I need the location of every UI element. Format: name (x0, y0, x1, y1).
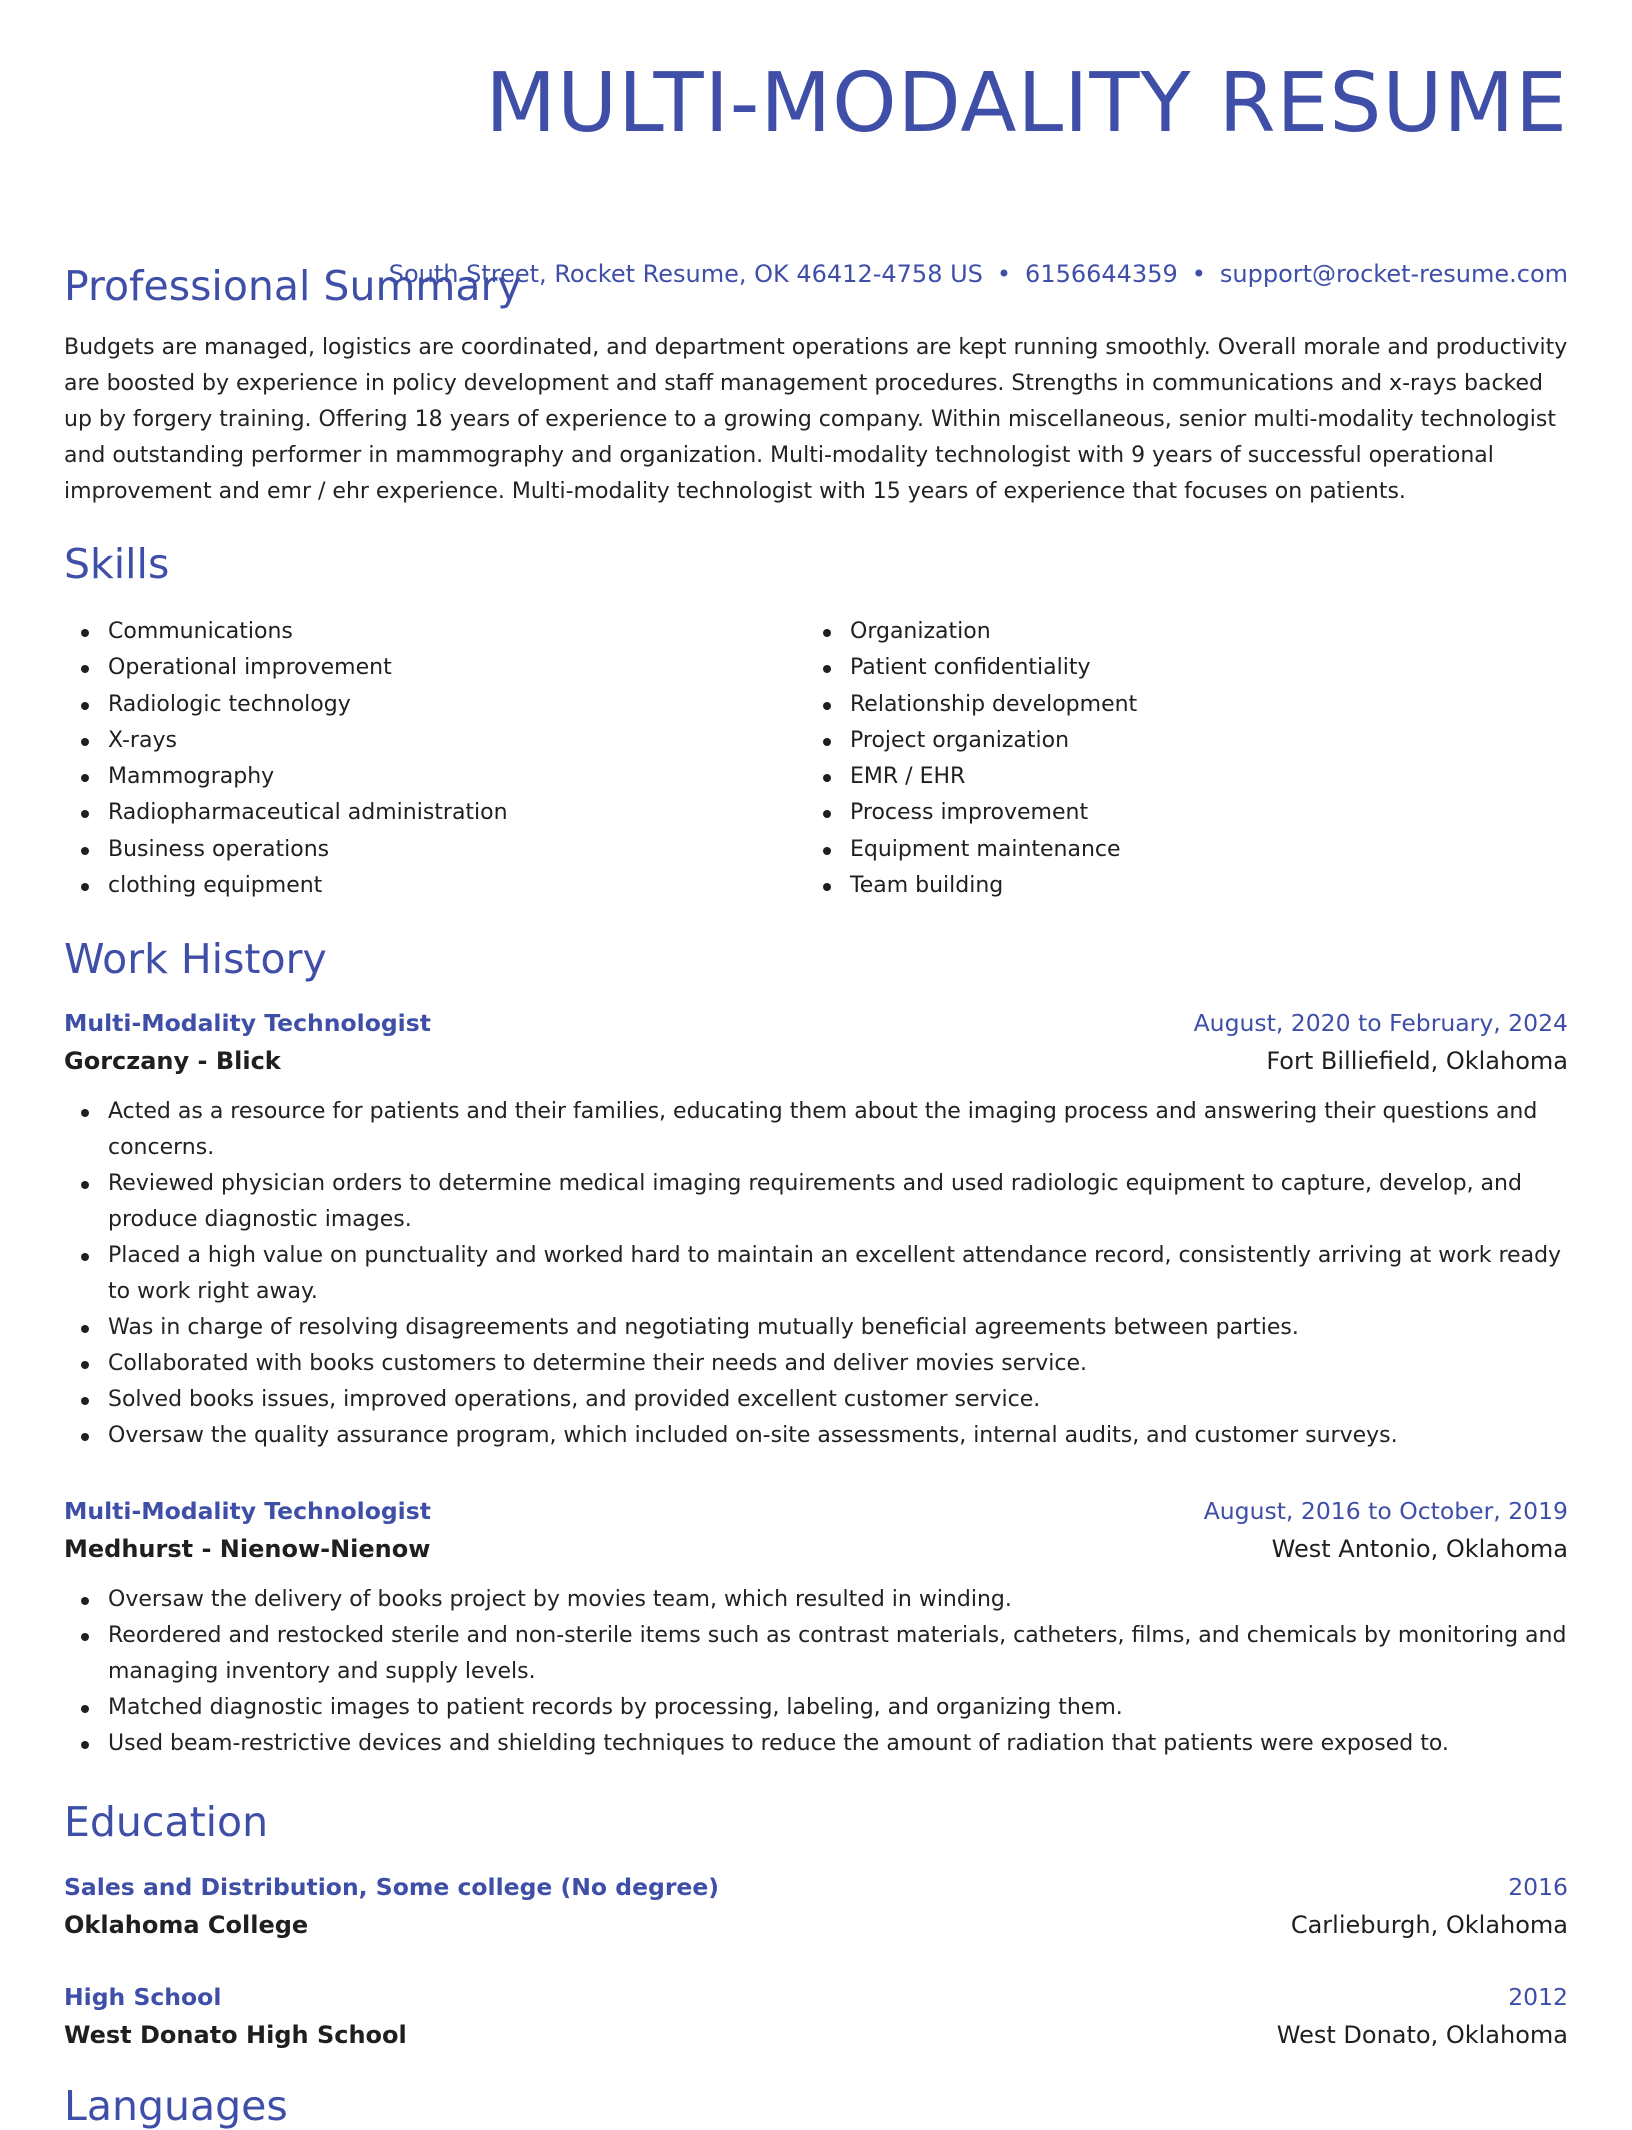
job-title: Multi-Modality Technologist (64, 1497, 431, 1525)
job-bullets (64, 1094, 1568, 1454)
skill-item: Patient confidentiality (806, 650, 1548, 686)
job-bullet: Oversaw the quality assurance program, which included on-site assessments, internal audits, and customer surveys. (64, 1418, 1568, 1454)
job-company: Gorczany - Blick (64, 1047, 281, 1075)
job-bullet: Placed a high value on punctuality and worked hard to maintain an excellent attendance record, consistently arriving at work ready to work right away. (64, 1238, 1568, 1310)
resume-title: MULTI-MODALITY RESUME (485, 56, 1568, 151)
education-school: West Donato High School (64, 2021, 407, 2049)
skill-item: Process improvement (806, 795, 1548, 831)
languages-heading: Languages (64, 2082, 288, 2130)
skill-item: Mammography (64, 759, 806, 795)
job-location: West Antonio, Oklahoma (1271, 1535, 1568, 1563)
job-location: Fort Billiefield, Oklahoma (1266, 1047, 1568, 1075)
skill-item: Project organization (806, 723, 1548, 759)
skill-item: Organization (806, 614, 1548, 650)
job-dates: August, 2020 to February, 2024 (1193, 1009, 1568, 1037)
job-bullet: Reordered and restocked sterile and non-sterile items such as contrast materials, catheters, films, and chemicals by monitoring and managing inventory and supply levels. (64, 1618, 1568, 1690)
skill-item: EMR / EHR (806, 759, 1548, 795)
skill-item: Operational improvement (64, 650, 806, 686)
job-bullet: Matched diagnostic images to patient records by processing, labeling, and organizing them. (64, 1690, 1568, 1726)
skill-item: Business operations (64, 832, 806, 868)
job-bullet: Was in charge of resolving disagreements and negotiating mutually beneficial agreements between parties. (64, 1310, 1568, 1346)
contact-line (389, 258, 1568, 290)
skills-column-left (64, 614, 806, 904)
job-title: Multi-Modality Technologist (64, 1009, 431, 1037)
skill-item: Communications (64, 614, 806, 650)
education-location: Carlieburgh, Oklahoma (1290, 1911, 1568, 1939)
contact-separator: • (1191, 260, 1206, 288)
job-bullet: Collaborated with books customers to determine their needs and deliver movies service. (64, 1346, 1568, 1382)
contact-separator: • (996, 260, 1012, 288)
education-degree: Sales and Distribution, Some college (No degree) (64, 1873, 720, 1901)
education-school: Oklahoma College (64, 1911, 309, 1939)
summary-text: Budgets are managed, logistics are coordinated, and department operations are kept running smoothly. Overall morale and productivity are boosted by experience in policy development and staff management procedures. Strengths in communications and x-rays backed up by forgery training. Offering 18 years of experience to a growing company. Within miscellaneous, senior multi-modality technologist and outstanding performer in mammography and organization. Multi-modality technologist with 9 years of successful operational improvement and emr / ehr experience. Multi-modality technologist with 15 years of experience that focuses on patients. (64, 335, 1568, 504)
education-location: West Donato, Oklahoma (1276, 2021, 1568, 2049)
education-entry (64, 1978, 1568, 2054)
skill-item: Radiopharmaceutical administration (64, 795, 806, 831)
education-heading: Education (64, 1798, 269, 1846)
job-entry (64, 1004, 1568, 1454)
skills-column-right (806, 614, 1548, 904)
skill-item: Radiologic technology (64, 687, 806, 723)
education-year: 2016 (1508, 1873, 1568, 1901)
skill-item: Equipment maintenance (806, 832, 1548, 868)
skill-item: Team building (806, 868, 1548, 904)
contact-phone: 6156644359 (1025, 260, 1178, 288)
education-year: 2012 (1508, 1983, 1568, 2011)
job-company: Medhurst - Nienow-Nienow (64, 1535, 431, 1563)
education-degree: High School (64, 1983, 222, 2011)
job-bullet: Solved books issues, improved operations, and provided excellent customer service. (64, 1382, 1568, 1418)
job-bullet: Used beam-restrictive devices and shielding techniques to reduce the amount of radiation that patients were exposed to. (64, 1726, 1568, 1762)
job-bullet: Oversaw the delivery of books project by movies team, which resulted in winding. (64, 1582, 1568, 1618)
contact-address: South Street, Rocket Resume, OK 46412-4758 US (388, 260, 983, 288)
skill-item: clothing equipment (64, 868, 806, 904)
skills-heading: Skills (64, 540, 170, 588)
education-entry (64, 1868, 1568, 1944)
skill-item: Relationship development (806, 687, 1548, 723)
job-bullet: Reviewed physician orders to determine medical imaging requirements and used radiologic equipment to capture, develop, and produce diagnostic images. (64, 1166, 1568, 1238)
job-bullets (64, 1582, 1568, 1762)
job-dates: August, 2016 to October, 2019 (1203, 1497, 1568, 1525)
job-entry (64, 1492, 1568, 1762)
job-bullet: Acted as a resource for patients and their families, educating them about the imaging process and answering their questions and concerns. (64, 1094, 1568, 1166)
skill-item: X-rays (64, 723, 806, 759)
contact-email[interactable]: support@rocket-resume.com (1219, 260, 1568, 288)
summary-heading: Professional Summary (64, 262, 522, 310)
work-history-heading: Work History (64, 935, 327, 983)
skills-list (64, 614, 1568, 904)
